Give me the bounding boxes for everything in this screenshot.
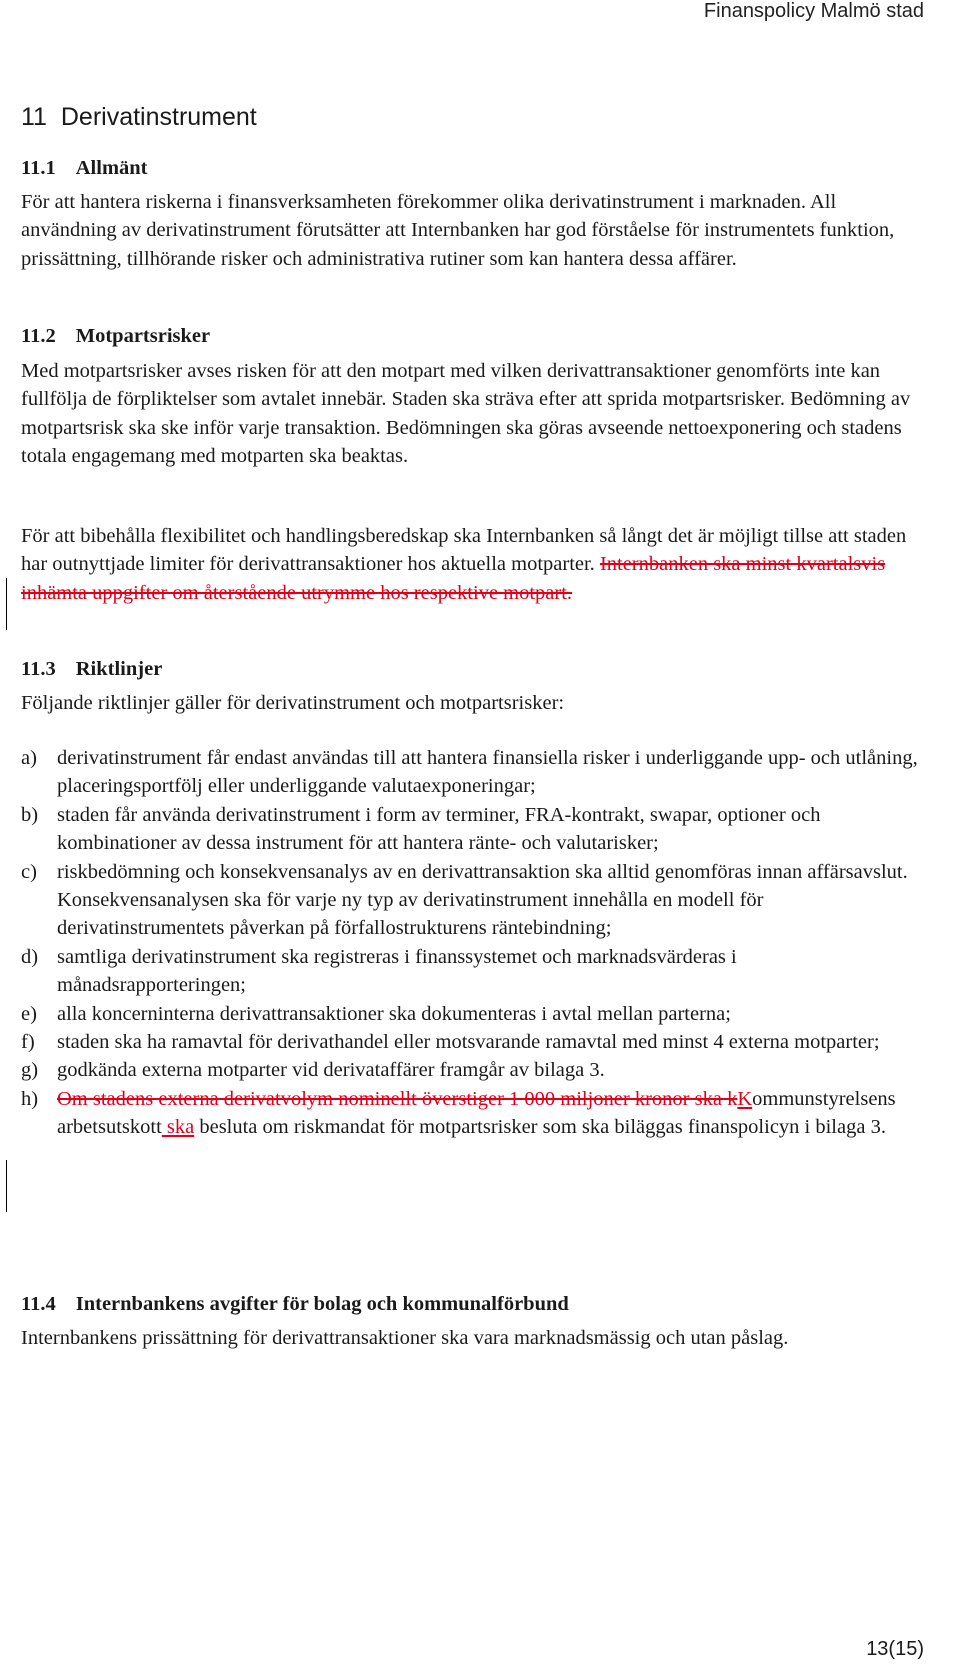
- list-item: [21, 1000, 921, 1028]
- list-label: g): [21, 1059, 39, 1082]
- list-label: h): [21, 1087, 39, 1110]
- section-title: Internbankens avgifter för bolag och kommunalförbund: [75, 1293, 569, 1315]
- list-item: [21, 744, 921, 801]
- list-label: b): [21, 803, 39, 826]
- section-11-3-intro: Följande riktlinjer gäller för derivatinstrument och motpartsrisker:: [21, 692, 565, 714]
- list-label: c): [21, 860, 37, 883]
- running-header: Finanspolicy Malmö stad: [703, 0, 924, 22]
- list-text: riskbedömning och konsekvensanalys av en derivattransaktion ska alltid genomföras innan affärsavslut. Konsekvensanalysen ska för varje ny typ av derivatinstrument innehålla en modell för derivatinstrumentets påverkan på förfallostrukturens räntebindning;: [57, 860, 908, 940]
- section-heading-11-4: [21, 1293, 569, 1316]
- section-11-2-paragraph-2: [21, 522, 921, 607]
- chapter-number: 11: [21, 103, 47, 131]
- list-text: ommunstyrelsens arbetsutskott: [57, 1087, 896, 1139]
- section-title: Riktlinjer: [75, 658, 163, 680]
- page-number: 13(15): [866, 1638, 924, 1660]
- revision-change-bar: [6, 578, 7, 630]
- list-text: besluta om riskmandat för motpartsrisker som ska biläggas finanspolicyn i bilaga 3.: [194, 1116, 886, 1139]
- inserted-text: K: [737, 1087, 753, 1110]
- list-label: e): [21, 1002, 37, 1025]
- list-item-h: [21, 1085, 921, 1142]
- section-heading-11-1: [21, 157, 148, 180]
- guideline-list: [21, 744, 921, 1142]
- chapter-title: Derivatinstrument: [60, 103, 257, 131]
- section-number: 11.4: [21, 1293, 56, 1315]
- section-heading-11-3: [21, 658, 162, 681]
- section-heading-11-2: [21, 325, 210, 348]
- list-text: alla koncerninterna derivattransaktioner ska dokumenteras i avtal mellan parterna;: [57, 1002, 731, 1025]
- paragraph-text: För att bibehålla flexibilitet och handlingsberedskap ska Internbanken så långt det är möjligt tillse att staden har outnyttjade limiter för derivattransaktioner hos aktuella motparter.: [21, 525, 907, 576]
- deleted-text: Internbanken ska minst kvartalsvis inhämta uppgifter om återstående utrymme hos respektive motpart.: [21, 553, 886, 604]
- list-label: d): [21, 945, 39, 968]
- list-text: samtliga derivatinstrument ska registreras i finanssystemet och marknadsvärderas i månadsrapporteringen;: [57, 945, 737, 997]
- section-title: Motpartsrisker: [75, 325, 211, 347]
- section-title: Allmänt: [75, 157, 148, 179]
- section-11-4-paragraph: Internbankens prissättning för derivattransaktioner ska vara marknadsmässig och utan påslag.: [21, 1327, 789, 1349]
- section-11-1-paragraph: För att hantera riskerna i finansverksamheten förekommer olika derivatinstrument i marknaden. All användning av derivatinstrument förutsätter att Internbanken har god förståelse för instrumentets funktion, prissättning, tillhörande risker och administrativa rutiner som kan hantera dessa affärer.: [21, 191, 895, 270]
- inserted-text: ska: [161, 1116, 195, 1139]
- list-text: staden får använda derivatinstrument i form av terminer, FRA-kontrakt, swapar, optioner och kombinationer av dessa instrument för att hantera ränte- och valutarisker;: [57, 803, 821, 855]
- chapter-heading: [21, 103, 257, 132]
- list-item: [21, 943, 921, 1000]
- list-text: derivatinstrument får endast användas till att hantera finansiella risker i underliggande upp- och utlåning, placeringsportfölj eller underliggande valutaexponeringar;: [57, 747, 918, 798]
- section-11-2-paragraph-1: Med motpartsrisker avses risken för att den motpart med vilken derivattransaktioner genomförts inte kan fullfölja de förpliktelser som avtalet innebär. Staden ska sträva efter att sprida motpartsrisker. Bedömning av motpartsrisk ska ske inför varje transaktion. Bedömningen ska göras avseende nettoexponering och stadens totala engagemang med motparten ska beaktas.: [21, 360, 911, 468]
- list-label: f): [21, 1031, 35, 1054]
- list-item: [21, 1028, 921, 1056]
- list-item: [21, 801, 921, 858]
- deleted-text: Om stadens externa derivatvolym nominellt överstiger 1 000 miljoner kronor ska k: [57, 1087, 738, 1110]
- list-item: [21, 858, 921, 943]
- list-text: godkända externa motparter vid derivataffärer framgår av bilaga 3.: [57, 1059, 605, 1082]
- list-label: a): [21, 747, 37, 769]
- section-number: 11.3: [21, 658, 56, 680]
- section-number: 11.2: [21, 325, 56, 347]
- list-item: [21, 1056, 921, 1084]
- list-text: staden ska ha ramavtal för derivathandel eller motsvarande ramavtal med minst 4 externa motparter;: [57, 1031, 880, 1054]
- revision-change-bar: [6, 1160, 7, 1212]
- section-number: 11.1: [21, 157, 56, 179]
